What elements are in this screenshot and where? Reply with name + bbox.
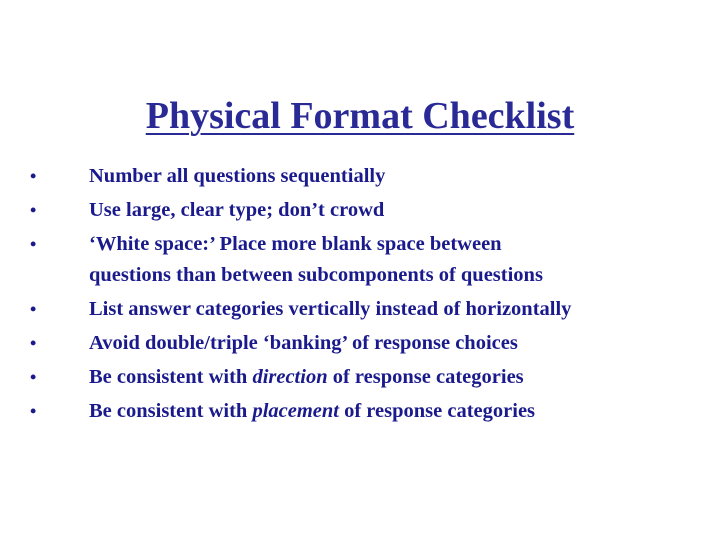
bullet-icon: • [30,200,37,220]
bullet-icon: • [30,234,37,254]
bullet-item-number-questions [0,160,720,194]
bullet-text-after: of response categories [338,400,536,422]
slide-title: Physical Format Checklist [145,95,575,137]
bullet-item-consistent-direction [0,361,720,395]
bullet-icon: • [30,333,37,353]
bullet-emphasis-placement: placement [252,400,339,422]
bullet-text-before: Be consistent with [89,366,253,388]
bullet-text: Use large, clear type; don’t crowd [89,199,385,221]
bullet-item-white-space [0,228,720,293]
bullet-text: List answer categories vertically instead of horizontally [89,298,572,320]
bullet-icon: • [30,299,37,319]
bullet-text: Avoid double/triple ‘banking’ of response choices [89,332,518,354]
bullet-text-before: Be consistent with [89,400,253,422]
bullet-item-large-type [0,194,720,228]
bullet-item-avoid-banking [0,327,720,361]
bullet-item-vertical-categories [0,293,720,327]
bullet-icon: • [30,401,37,421]
bullet-icon: • [30,367,37,387]
bullet-list [0,160,720,429]
bullet-text: Number all questions sequentially [89,165,386,187]
bullet-item-consistent-placement [0,395,720,429]
bullet-icon: • [30,166,37,186]
bullet-text-line-1: ‘White space:’ Place more blank space between [89,233,502,255]
bullet-text-after: of response categories [327,366,524,388]
bullet-emphasis-direction: direction [252,366,328,388]
bullet-text-line-2: questions than between subcomponents of questions [89,264,543,286]
